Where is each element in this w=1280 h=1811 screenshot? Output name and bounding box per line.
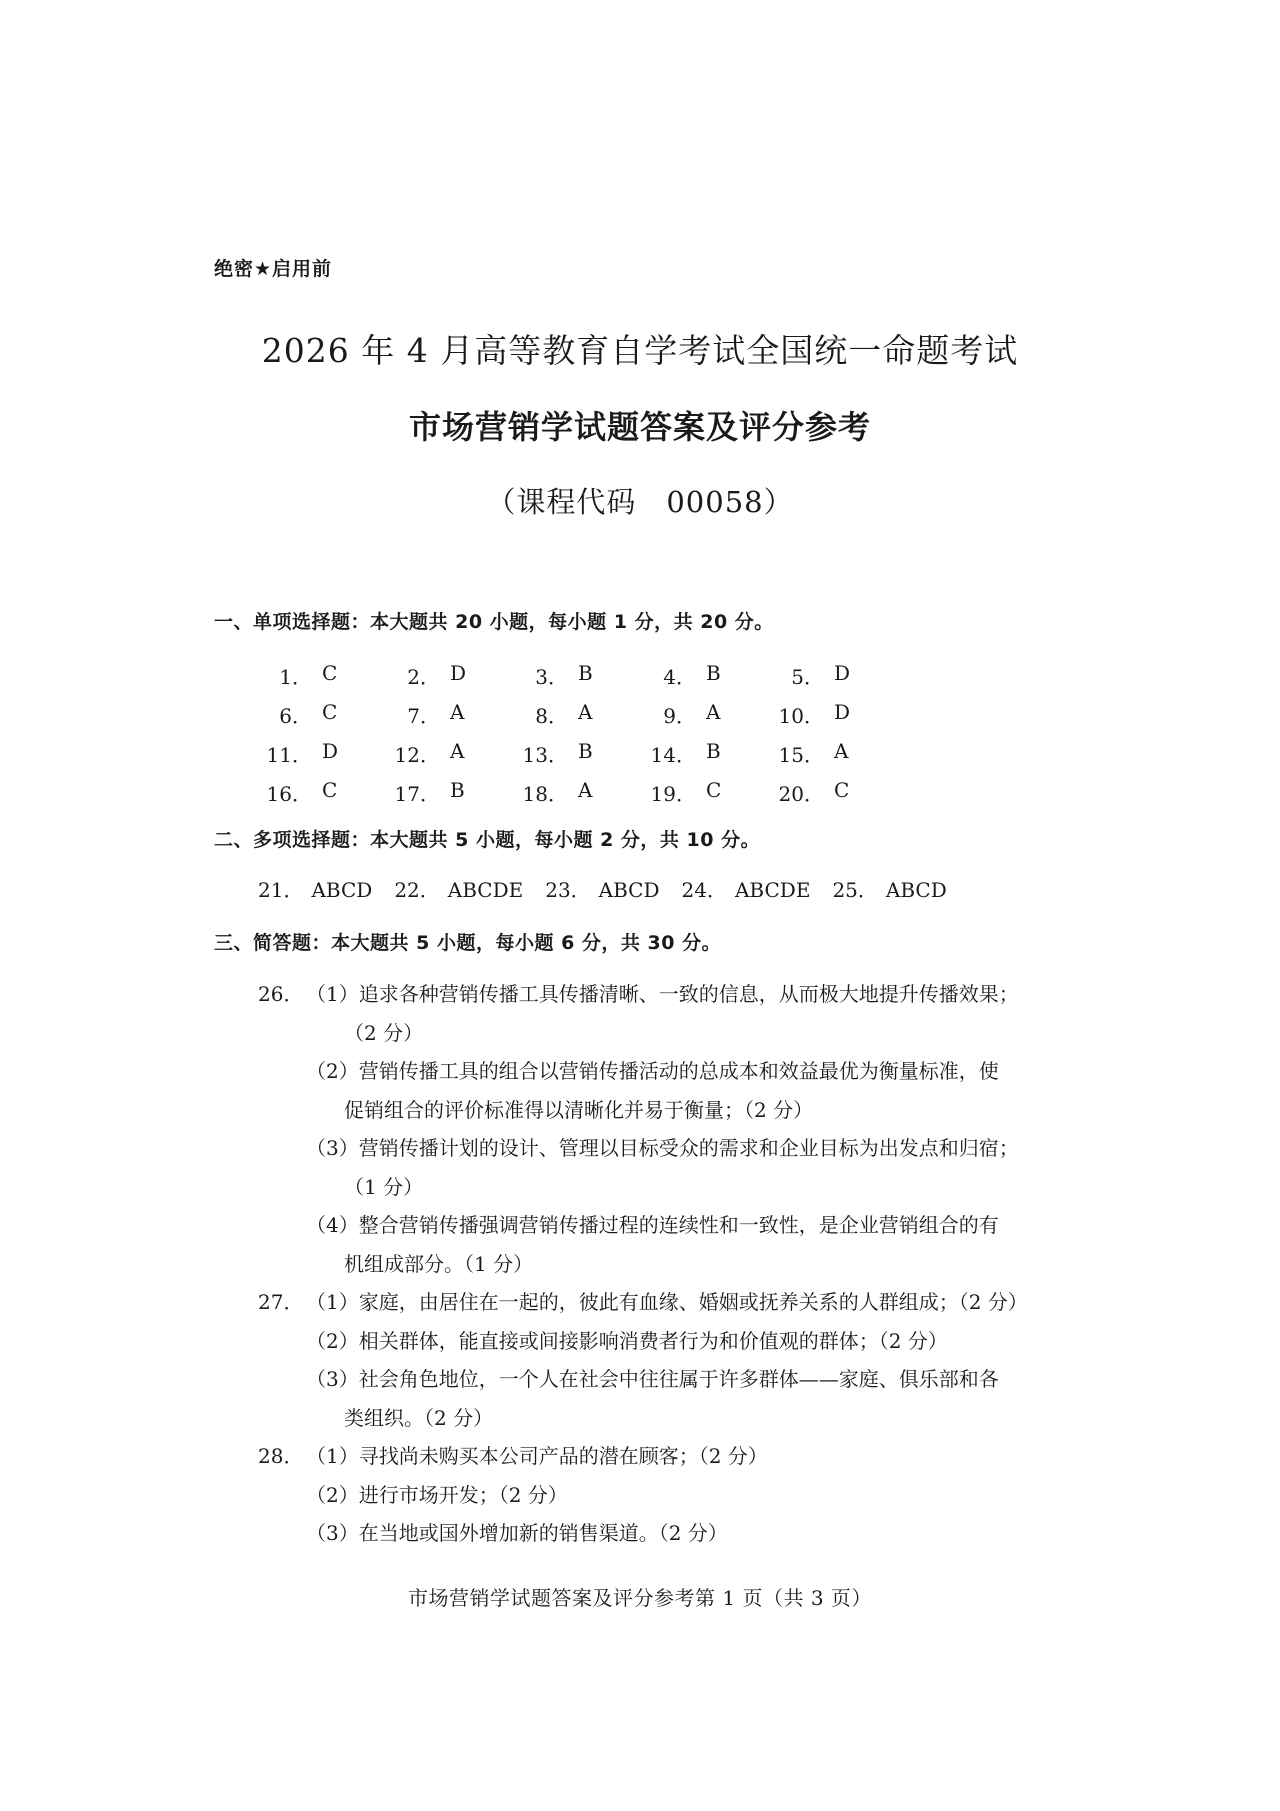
answer-value: D [834,661,851,685]
question-number: 28． [258,1444,304,1468]
question-number: 7． [407,704,440,728]
question-number: 6． [279,704,312,728]
answer-value: C [834,778,850,802]
answer-cell [256,700,384,729]
question-number: 16． [266,782,312,806]
question-number: 13． [522,743,568,767]
answer-value: C [322,700,338,724]
answer-cell [256,778,384,807]
answer-line [258,1283,1078,1322]
answer-value: D [834,700,851,724]
question-number: 8． [535,704,568,728]
answer-value: B [578,661,593,685]
answer-point: （2）相关群体，能直接或间接影响消费者行为和价值观的群体；（2 分） [306,1328,948,1353]
confidential-label: 绝密★启用前 [214,258,333,280]
subject-title: 市场营销学试题答案及评分参考 [408,408,871,446]
answer-point-continuation: （1 分） [344,1174,424,1199]
answer-cell [768,661,896,690]
answer-cell [384,739,512,768]
answer-cell [256,661,384,690]
question-number: 18． [522,782,568,806]
answer-row [256,695,896,734]
answer-value: B [578,739,593,763]
answer-point-continuation: 促销组合的评价标准得以清晰化并易于衡量；（2 分） [344,1097,814,1122]
answer-cell [768,778,896,807]
answer-point-continuation: 机组成部分。（1 分） [344,1251,534,1276]
answer-cell [832,874,946,903]
answer-point: （2）营销传播工具的组合以营销传播活动的总成本和效益最优为衡量标准，使 [306,1059,999,1083]
answer-point: （3）在当地或国外增加新的销售渠道。（2 分） [306,1521,728,1545]
question-number: 9． [663,704,696,728]
answer-line [258,975,1078,1014]
answer-value: C [322,661,338,685]
question-number: 17． [394,782,440,806]
question-number: 21． [258,878,304,902]
answer-cell [512,778,640,807]
question-number: 23． [545,878,591,902]
question-number: 22． [394,878,440,902]
section-heading-single-choice: 一、单项选择题：本大题共 20 小题，每小题 1 分，共 20 分。 [214,611,774,633]
answer-cell [512,739,640,768]
answer-value: C [322,778,338,802]
question-number: 1． [279,665,312,689]
answer-cell [394,874,523,903]
answer-value: C [706,778,722,802]
multiple-choice-answers [258,874,969,903]
answer-point: （1）家庭，由居住在一起的，彼此有血缘、婚姻或抚养关系的人群组成；（2 分） [306,1290,1028,1314]
question-number: 26． [258,982,304,1006]
answer-cell [640,700,768,729]
answer-value: ABCD [311,878,373,902]
question-number: 14． [650,743,696,767]
answer-cell [640,778,768,807]
answer-cell [768,700,896,729]
question-number: 2． [407,665,440,689]
single-choice-answer-grid [256,656,896,812]
answer-cell [384,661,512,690]
answer-value: B [450,778,465,802]
short-answer-content [258,975,1078,1553]
answer-cell [256,739,384,768]
answer-cell [384,700,512,729]
exam-title: 2026 年 4 月高等教育自学考试全国统一命题考试 [261,331,1019,370]
answer-cell [640,661,768,690]
answer-value: D [322,739,339,763]
question-number: 3． [535,665,568,689]
answer-point: （3）社会角色地位，一个人在社会中往往属于许多群体——家庭、俱乐部和各 [306,1367,999,1391]
question-26 [258,975,1078,1283]
answer-point: （2）进行市场开发；（2 分） [306,1482,568,1507]
answer-value: ABCD [885,878,947,902]
answer-row [256,773,896,812]
answer-point: （1）追求各种营销传播工具传播清晰、一致的信息，从而极大地提升传播效果； [306,982,1019,1006]
answer-line [258,1437,1078,1476]
question-number: 4． [663,665,696,689]
answer-cell [768,739,896,768]
question-28 [258,1437,1078,1553]
question-number: 19． [650,782,696,806]
page-footer: 市场营销学试题答案及评分参考第 1 页（共 3 页） [408,1586,872,1610]
answer-value: ABCDE [447,878,524,902]
question-number: 5． [791,665,824,689]
question-27 [258,1283,1078,1437]
answer-value: B [706,661,721,685]
question-number: 24． [681,878,727,902]
answer-value: A [578,700,593,724]
answer-value: ABCD [598,878,660,902]
answer-row [256,734,896,773]
answer-value: B [706,739,721,763]
answer-row [256,656,896,695]
section-heading-short-answer: 三、简答题：本大题共 5 小题，每小题 6 分，共 30 分。 [214,932,722,954]
answer-value: A [706,700,721,724]
answer-point: （4）整合营销传播强调营销传播过程的连续性和一致性，是企业营销组合的有 [306,1213,999,1237]
answer-value: A [834,739,849,763]
answer-cell [545,874,659,903]
question-number: 11． [266,743,312,767]
question-number: 15． [778,743,824,767]
question-number: 12． [394,743,440,767]
question-number: 25． [832,878,878,902]
answer-point-continuation: （2 分） [344,1020,424,1045]
answer-value: A [450,739,465,763]
answer-point: （3）营销传播计划的设计、管理以目标受众的需求和企业目标为出发点和归宿； [306,1136,1019,1160]
answer-value: ABCDE [734,878,811,902]
answer-point: （1）寻找尚未购买本公司产品的潜在顾客；（2 分） [306,1444,768,1468]
answer-point-continuation: 类组织。（2 分） [344,1405,494,1430]
answer-cell [640,739,768,768]
answer-value: D [450,661,467,685]
answer-cell [682,874,811,903]
answer-cell [258,874,372,903]
answer-value: A [450,700,465,724]
answer-cell [512,661,640,690]
course-code: （课程代码 00058） [486,485,794,519]
section-heading-multiple-choice: 二、多项选择题：本大题共 5 小题，每小题 2 分，共 10 分。 [214,829,761,851]
question-number: 10． [778,704,824,728]
question-number: 20． [778,782,824,806]
question-number: 27． [258,1290,304,1314]
answer-cell [512,700,640,729]
answer-cell [384,778,512,807]
answer-value: A [578,778,593,802]
